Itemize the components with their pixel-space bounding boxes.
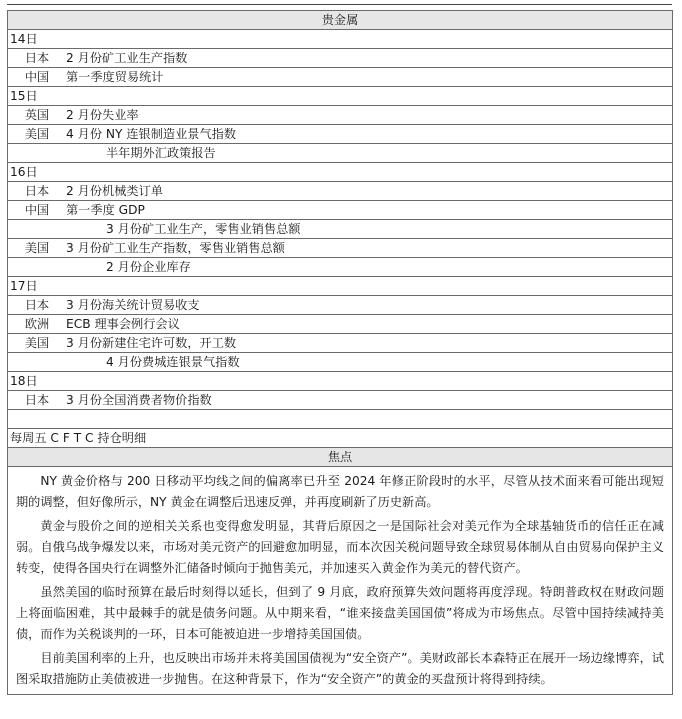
focus-body [8, 467, 673, 695]
event-cell [8, 49, 673, 68]
event-cell [8, 201, 673, 220]
event-row [8, 201, 673, 220]
event-cell [8, 220, 673, 239]
event-row [8, 68, 673, 87]
event-row [8, 296, 673, 315]
focus-paragraph: 目前美国利率的上升，也反映出市场并未将美国国债视为“安全资产”。美财政部长本森特正在展开一场边缘博弈，试图采取措施防止美债被进一步抛售。在这种背景下，作为“安全资产”的黄金的买盘预计将得到持续。 [16, 651, 664, 686]
day-date: 15日 [8, 87, 673, 106]
section-title: 贵金属 [8, 11, 673, 30]
event-row [8, 182, 673, 201]
event-region: 美国 [24, 336, 50, 350]
weekly-note: 每周五 C F T C 持仓明细 [8, 429, 673, 448]
event-cell [8, 182, 673, 201]
event-text: 3 月份矿工业生产，零售业销售总额 [106, 222, 301, 236]
event-text: ECB 理事会例行会议 [66, 317, 180, 331]
event-cell [8, 296, 673, 315]
event-cell [8, 258, 673, 277]
event-cell [8, 144, 673, 163]
event-region: 欧洲 [24, 317, 50, 331]
focus-title: 焦点 [8, 448, 673, 467]
focus-paragraph: NY 黄金价格与 200 日移动平均线之间的偏离率已升至 2024 年修正阶段时的水平，尽管从技术面来看可能出现短期的调整，但好像所示，NY 黄金在调整后迅速反弹，并再度刷新了历史新高。 [16, 474, 664, 509]
event-text: 3 月份新建住宅许可数，开工数 [66, 336, 237, 350]
event-text: 4 月份费城连银景气指数 [106, 355, 240, 369]
focus-header-row [8, 448, 673, 467]
event-text: 3 月份全国消费者物价指数 [66, 393, 212, 407]
event-row [8, 315, 673, 334]
event-region: 日本 [24, 51, 50, 65]
blank-row [8, 410, 673, 429]
weekly-note-row [8, 429, 673, 448]
calendar-table [7, 10, 673, 695]
event-cell [8, 106, 673, 125]
event-text: 半年期外汇政策报告 [106, 146, 216, 160]
day-row [8, 163, 673, 182]
event-cell [8, 315, 673, 334]
event-region: 日本 [24, 393, 50, 407]
event-cell [8, 68, 673, 87]
event-region: 中国 [24, 70, 50, 84]
focus-paragraph: 黄金与股价之间的逆相关关系也变得愈发明显，其背后原因之一是国际社会对美元作为全球基轴货币的信任正在减弱。自俄乌战争爆发以来，市场对美元资产的回避愈加明显，而本次因关税问题导致全球贸易体制从自由贸易向保护主义转变，使得各国央行在调整外汇储备时倾向于抛售美元，并加速买入黄金作为美元的替代资产。 [16, 519, 664, 575]
event-row [8, 239, 673, 258]
event-region: 美国 [24, 127, 50, 141]
event-row [8, 49, 673, 68]
event-text: 第一季度贸易统计 [66, 70, 164, 84]
blank-cell [8, 410, 673, 429]
day-date: 14日 [8, 30, 673, 49]
event-region: 中国 [24, 203, 50, 217]
day-date: 16日 [8, 163, 673, 182]
event-row [8, 125, 673, 144]
event-text: 3 月份矿工业生产指数，零售业销售总额 [66, 241, 285, 255]
day-row [8, 87, 673, 106]
event-row [8, 144, 673, 163]
event-cell [8, 334, 673, 353]
event-row [8, 391, 673, 410]
event-row [8, 334, 673, 353]
focus-body-row [8, 467, 673, 695]
event-cell [8, 391, 673, 410]
event-text: 2 月份机械类订单 [66, 184, 163, 198]
event-cell [8, 125, 673, 144]
event-text: 4 月份 NY 连银制造业景气指数 [66, 127, 236, 141]
event-row [8, 353, 673, 372]
event-text: 3 月份海关统计贸易收支 [66, 298, 200, 312]
event-region: 英国 [24, 108, 50, 122]
event-cell [8, 353, 673, 372]
day-row [8, 277, 673, 296]
event-text: 2 月份企业库存 [106, 260, 191, 274]
event-cell [8, 239, 673, 258]
event-text: 2 月份失业率 [66, 108, 139, 122]
day-row [8, 372, 673, 391]
focus-paragraph: 虽然美国的临时预算在最后时刻得以延长，但到了 9 月底，政府预算失效问题将再度浮现。特朗普政权在财政问题上将面临困难，其中最棘手的就是债务问题。从中期来看，“谁来接盘美国国债”将成为市场焦点。尽管中国持续减持美债，而作为关税谈判的一环，日本可能被迫进一步增持美国国债。 [16, 585, 664, 641]
top-rule [7, 4, 672, 5]
event-region: 日本 [24, 298, 50, 312]
event-region: 日本 [24, 184, 50, 198]
event-text: 第一季度 GDP [66, 203, 145, 217]
event-row [8, 220, 673, 239]
event-region: 美国 [24, 241, 50, 255]
event-text: 2 月份矿工业生产指数 [66, 51, 188, 65]
day-date: 17日 [8, 277, 673, 296]
section-header-row [8, 11, 673, 30]
event-row [8, 106, 673, 125]
day-date: 18日 [8, 372, 673, 391]
event-row [8, 258, 673, 277]
day-row [8, 30, 673, 49]
